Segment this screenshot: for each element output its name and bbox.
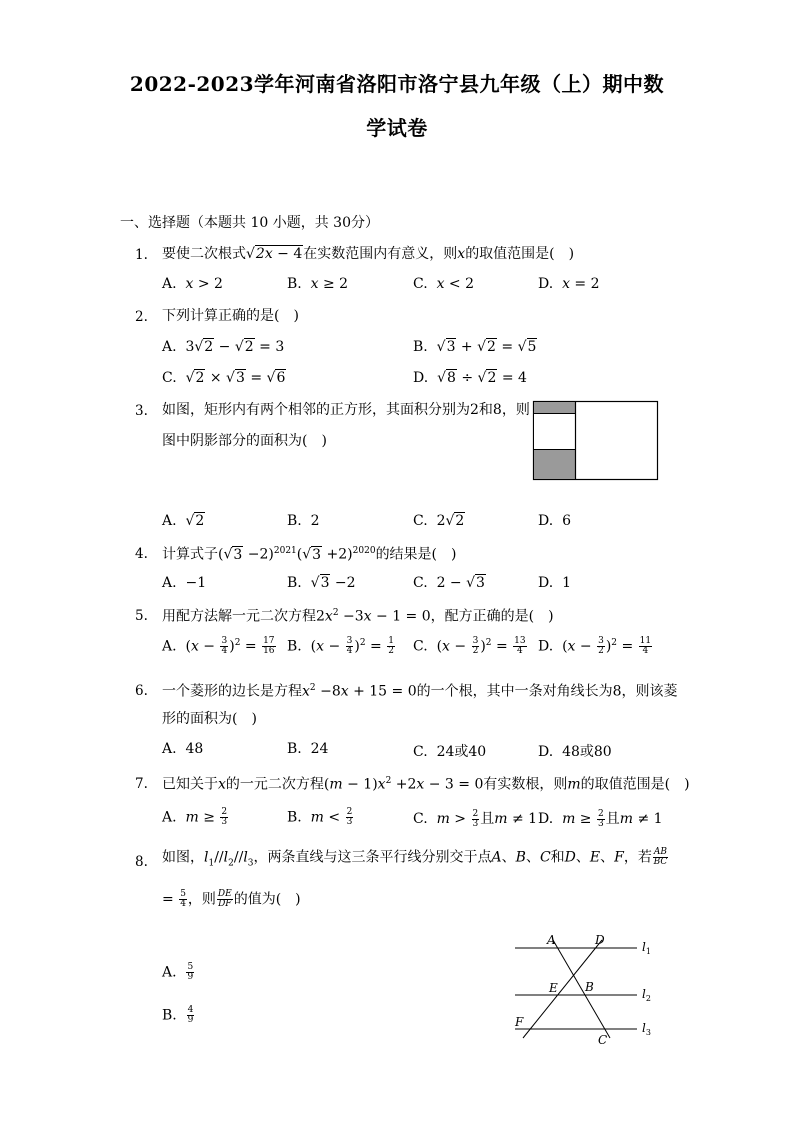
option-b[interactable]: B. (x − $\frac{3}{4}$ )$^2$ = $\frac{1}{2}$ [287, 636, 394, 656]
option-c[interactable]: C. 2 − √3 [413, 575, 485, 591]
question-number: 7. [135, 776, 148, 792]
question-stem: 已知关于x的一元二次方程$(m - 1)x^2 +2x - 3 = 0$有实数根，则m的取值范围是( ) [162, 776, 690, 793]
option-b[interactable]: B. m < $\frac{2}{3}$ [287, 807, 353, 827]
label-d: D [595, 933, 605, 947]
option-c[interactable]: C. x < 2 [413, 276, 475, 292]
label-b: B [585, 980, 594, 994]
question-number: 3. [135, 403, 148, 419]
option-b[interactable]: B. √3 + √2 = √5 [413, 339, 537, 355]
option-d[interactable]: D. (x − $\frac{3}{2}$ )$^2$ = $\frac{11}{4}$ [538, 636, 652, 656]
page-title-line2: 学试卷 [366, 116, 428, 140]
rectangle-squares-figure [532, 400, 660, 482]
option-a[interactable]: A. 48 [162, 741, 204, 757]
option-b[interactable]: B. 2 [287, 513, 320, 529]
question-number: 5. [135, 608, 148, 624]
option-a[interactable]: A. (x − $\frac{3}{4}$ )$^2$ = $\frac{17}{16}$ [162, 636, 275, 656]
option-a[interactable]: A. √2 [162, 513, 205, 529]
option-a[interactable]: A. $\frac{5}{9}$ [162, 962, 194, 982]
option-a[interactable]: A. x > 2 [162, 276, 223, 292]
label-e: E [549, 981, 558, 995]
question-number: 6. [135, 683, 148, 699]
option-a[interactable]: A. −1 [162, 575, 207, 591]
question-number: 2. [135, 309, 148, 325]
option-c[interactable]: C. √2 × √3 = √6 [162, 370, 286, 386]
question-stem-line2: 图中阴影部分的面积为( ) [162, 433, 327, 449]
parallel-lines-figure [505, 928, 665, 1048]
label-c: C [598, 1033, 608, 1047]
option-c[interactable]: C. 24或40 [413, 744, 487, 760]
option-d[interactable]: D. √8 ÷ √2 = 4 [413, 370, 527, 386]
page-title-line1: 2022-2023学年河南省洛阳市洛宁县九年级（上）期中数 [129, 72, 665, 96]
question-number: 1. [135, 247, 148, 263]
question-stem: 下列计算正确的是( ) [162, 308, 299, 324]
option-c[interactable]: C. (x − $\frac{3}{2}$ )$^2$ = $\frac{13}{4}$ [413, 636, 526, 656]
option-d[interactable]: D. 48或80 [538, 744, 612, 760]
question-stem-line1: 一个菱形的边长是方程$x^2 -8x + 15 = 0$的一个根，其中一条对角线长为8，则该菱 [162, 683, 678, 700]
question-number: 4. [135, 546, 148, 562]
question-stem-line2: 形的面积为( ) [162, 711, 257, 727]
section-header: 一、选择题（本题共 10 小题，共 30分） [120, 215, 379, 231]
question-stem: 要使二次根式√2x − 4在实数范围内有意义，则x的取值范围是( ) [162, 246, 575, 262]
question-stem: 用配方法解一元二次方程$2x^2 -3x - 1 = 0$，配方正确的是( ) [162, 608, 554, 625]
option-b[interactable]: B. √3 −2 [287, 575, 356, 591]
option-b[interactable]: B. $\frac{4}{9}$ [162, 1005, 194, 1025]
option-d[interactable]: D. m ≥ $\frac{2}{3}$ 且m ≠ 1 [538, 808, 663, 829]
label-l3: $l_3$ [642, 1021, 651, 1037]
question-stem-line1: 如图，$l_1//l_2//l_3$，两条直线与这三条平行线分别交于点A、B、C和D、E、F，若 $\frac{AB}{BC}$ [162, 847, 668, 869]
option-d[interactable]: D. 6 [538, 513, 571, 529]
option-d[interactable]: D. 1 [538, 575, 571, 591]
option-a[interactable]: A. m ≥ $\frac{2}{3}$ [162, 807, 228, 827]
question-stem-line1: 如图，矩形内有两个相邻的正方形，其面积分别为2和8，则 [162, 402, 530, 418]
option-c[interactable]: C. m > $\frac{2}{3}$ 且m ≠ 1 [413, 808, 538, 829]
question-stem-line2: = $\frac{5}{4}$ ，则 $\frac{DE}{DF}$ 的值为( ) [162, 889, 301, 909]
question-stem: 计算式子$(√3 -2)^{2021}(√3 +2)^{2020}$的结果是( ) [162, 546, 457, 563]
label-a: A [547, 933, 556, 947]
label-l1: $l_1$ [642, 940, 651, 956]
option-b[interactable]: B. 24 [287, 741, 329, 757]
option-d[interactable]: D. x = 2 [538, 276, 600, 292]
option-c[interactable]: C. 2√2 [413, 513, 465, 529]
label-l2: $l_2$ [642, 987, 651, 1003]
question-number: 8. [135, 854, 148, 870]
option-a[interactable]: A. 3√2 − √2 = 3 [162, 339, 285, 355]
label-f: F [515, 1015, 524, 1029]
option-b[interactable]: B. x ≥ 2 [287, 276, 349, 292]
